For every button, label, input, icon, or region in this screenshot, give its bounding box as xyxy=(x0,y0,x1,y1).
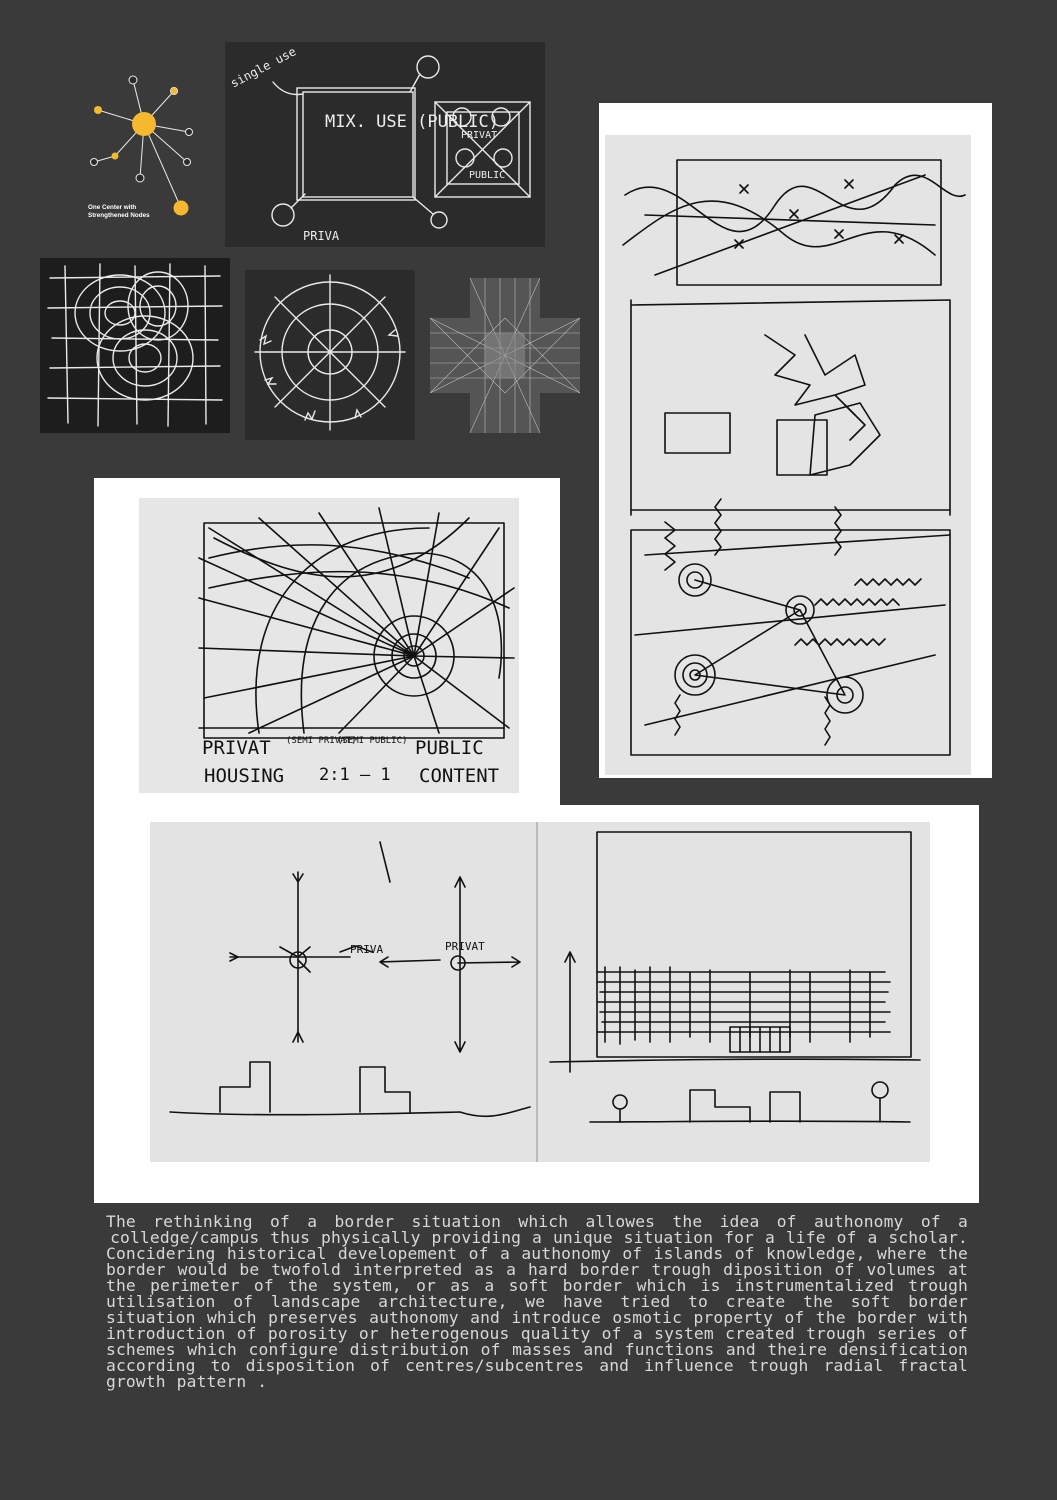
bottom-notebook-page xyxy=(150,822,930,1162)
housing-label: HOUSING xyxy=(204,765,285,787)
middle-notebook-page xyxy=(139,498,519,793)
middle-notebook-panel xyxy=(94,478,560,808)
semi-public-label: (SEMI PUBLIC) xyxy=(337,736,408,746)
radial-label-line1: One Center with xyxy=(88,204,137,211)
semi-privat-label: (SEMI PRIVAT) xyxy=(286,736,357,746)
privat-label-mid: PRIVAT xyxy=(202,737,271,759)
mix-use-sketch xyxy=(225,42,545,247)
priva-label-top: PRIVA xyxy=(303,229,340,243)
circles-grid-sketch xyxy=(40,258,230,433)
radial-circle-sketch xyxy=(245,270,415,440)
bottom-notebook-panel xyxy=(94,805,979,1203)
privat-label-bottom: PRIVAT xyxy=(445,940,485,953)
mix-use-label: MIX. USE (PUBLIC) xyxy=(325,112,499,132)
ratio-label: 2:1 — 1 xyxy=(319,765,391,785)
radial-diagram-label xyxy=(88,204,198,220)
right-notebook-panel xyxy=(599,103,992,778)
right-notebook-page xyxy=(605,135,971,775)
privat-label-top: PRIVAT xyxy=(461,130,498,141)
content-label: CONTENT xyxy=(419,765,500,787)
grid-density-sketch xyxy=(430,278,580,433)
radial-node-diagram xyxy=(78,70,208,220)
description-paragraph-1: The rethinking of a border situation which allowes the idea of authonomy of a colledge/campus thus physically providing a unique situation for a life of a scholar. xyxy=(106,1212,968,1247)
description-text xyxy=(106,1214,968,1390)
radial-label-line2: Strengthened Nodes xyxy=(88,212,150,219)
public-label-mid: PUBLIC xyxy=(415,737,484,759)
priva-label-bottom: PRIVA xyxy=(350,943,384,956)
public-label-top: PUBLIC xyxy=(469,170,506,181)
description-paragraph-2: Concidering historical developement of a authonomy of islands of knowledge, where the border would be twofold interpreted as a hard border trough diposition of volumes at the perimeter of the system, or as a soft border which is instrumentalized trough utilisation of landscape architecture, we have tried to create the soft border situation which preserves authonomy and introduce osmotic property of the border with introduction of porosity or heterogenous quality of a system created trough series of schemes which configure distribution of masses and functions and theire densification according to disposition of centres/subcentres and influence trough radial fractal growth pattern . xyxy=(106,1244,968,1391)
single-use-label: single use xyxy=(228,44,299,91)
